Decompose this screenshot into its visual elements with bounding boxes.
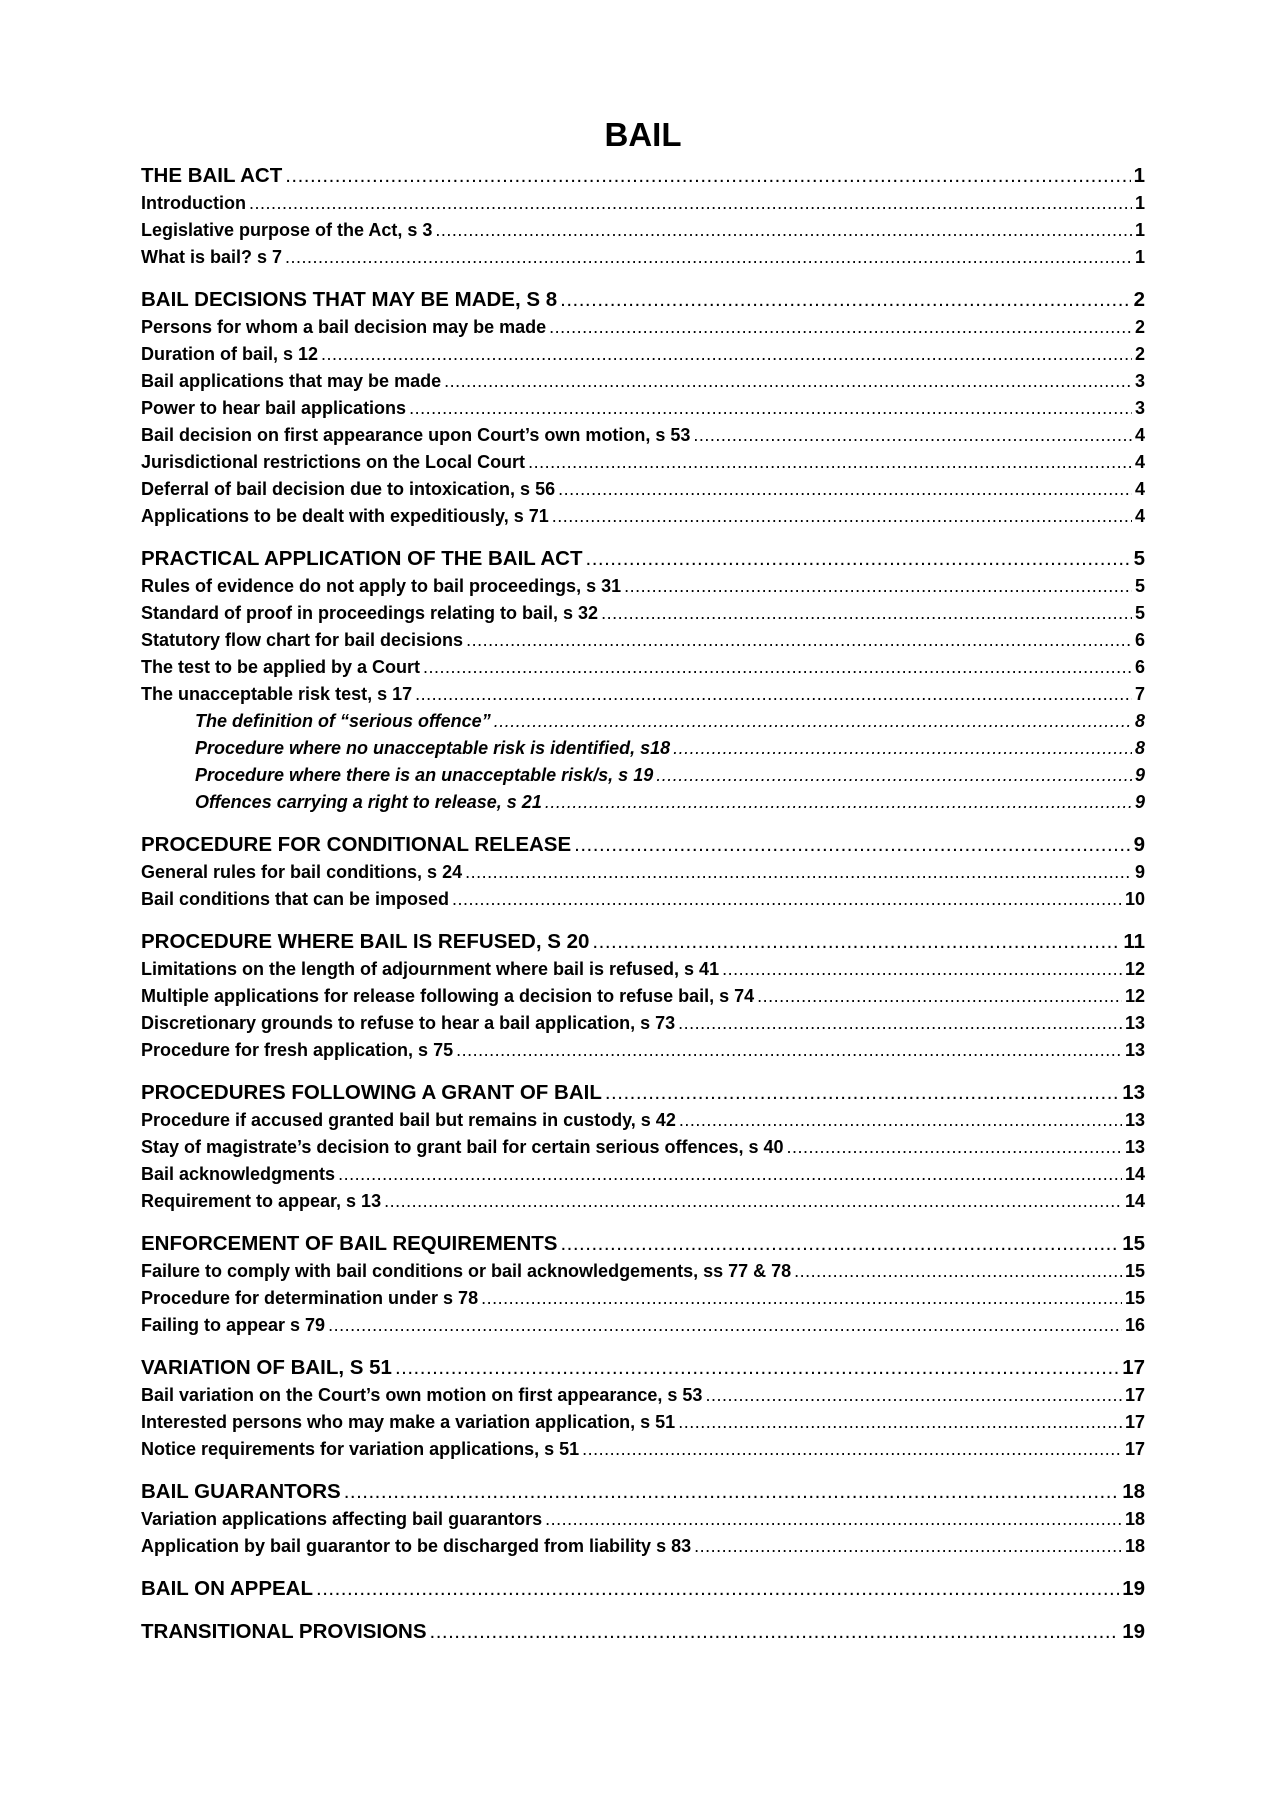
- toc-entry-title: Power to hear bail applications: [141, 398, 407, 418]
- dot-leader: [605, 1078, 1119, 1107]
- toc-section: [141, 161, 1145, 271]
- toc-section: [141, 927, 1145, 1064]
- toc-page-number: 17: [1124, 1385, 1145, 1405]
- dot-leader: [494, 708, 1132, 735]
- toc-subentry[interactable]: [141, 314, 1145, 341]
- toc-page-number: 17: [1122, 1356, 1145, 1379]
- toc-heading[interactable]: [141, 1477, 1145, 1506]
- toc-subentry[interactable]: [141, 600, 1145, 627]
- toc-page-number: 2: [1134, 344, 1145, 364]
- toc-subsubentry[interactable]: [141, 708, 1145, 735]
- toc-heading[interactable]: [141, 1574, 1145, 1603]
- toc-entry-title: Bail acknowledgments: [141, 1164, 336, 1184]
- dot-leader: [321, 341, 1132, 368]
- dot-leader: [678, 1409, 1122, 1436]
- toc-entry-title: Interested persons who may make a variation application, s 51: [141, 1412, 676, 1432]
- toc-heading[interactable]: [141, 1078, 1145, 1107]
- toc-page-number: 13: [1124, 1137, 1145, 1157]
- toc-subentry[interactable]: [141, 1134, 1145, 1161]
- toc-page-number: 1: [1133, 164, 1145, 187]
- toc-page-number: 1: [1134, 193, 1145, 213]
- toc-entry-title: Applications to be dealt with expeditiously, s 71: [141, 506, 549, 526]
- toc-entry-title: Procedure for determination under s 78: [141, 1288, 479, 1308]
- toc-entry-title: PRACTICAL APPLICATION OF THE BAIL ACT: [141, 547, 583, 570]
- toc-page-number: 9: [1133, 833, 1145, 856]
- toc-entry-title: PROCEDURE WHERE BAIL IS REFUSED, S 20: [141, 930, 590, 953]
- toc-subentry[interactable]: [141, 859, 1145, 886]
- toc-heading[interactable]: [141, 1229, 1145, 1258]
- toc-entry-title: Standard of proof in proceedings relating to bail, s 32: [141, 603, 599, 623]
- toc-subentry[interactable]: [141, 1506, 1145, 1533]
- toc-heading[interactable]: [141, 285, 1145, 314]
- toc-entry-title: The unacceptable risk test, s 17: [141, 684, 413, 704]
- toc-entry-title: The definition of “serious offence”: [195, 711, 491, 731]
- toc-page-number: 9: [1134, 765, 1145, 785]
- toc-entry-title: Offences carrying a right to release, s 21: [195, 792, 542, 812]
- toc-subentry[interactable]: [141, 983, 1145, 1010]
- dot-leader: [678, 1010, 1122, 1037]
- dot-leader: [673, 735, 1132, 762]
- toc-subentry[interactable]: [141, 1409, 1145, 1436]
- toc-page-number: 17: [1124, 1439, 1145, 1459]
- toc-page-number: 4: [1134, 452, 1145, 472]
- toc-subentry[interactable]: [141, 1436, 1145, 1463]
- toc-entry-title: BAIL GUARANTORS: [141, 1480, 341, 1503]
- toc-subsubentry[interactable]: [141, 789, 1145, 816]
- dot-leader: [423, 654, 1132, 681]
- dot-leader: [285, 161, 1130, 190]
- dot-leader: [444, 368, 1132, 395]
- toc-subentry[interactable]: [141, 654, 1145, 681]
- toc-entry-title: TRANSITIONAL PROVISIONS: [141, 1620, 427, 1643]
- toc-entry-title: BAIL ON APPEAL: [141, 1577, 313, 1600]
- toc-page-number: 16: [1124, 1315, 1145, 1335]
- toc-subentry[interactable]: [141, 886, 1145, 913]
- toc-page-number: 3: [1134, 371, 1145, 391]
- toc-entry-title: Jurisdictional restrictions on the Local Court: [141, 452, 526, 472]
- dot-leader: [456, 1037, 1122, 1064]
- toc-page-number: 17: [1124, 1412, 1145, 1432]
- dot-leader: [344, 1477, 1119, 1506]
- dot-leader: [601, 600, 1132, 627]
- dot-leader: [545, 1506, 1122, 1533]
- toc-entry-title: Variation applications affecting bail guarantors: [141, 1509, 543, 1529]
- toc-page-number: 5: [1133, 547, 1145, 570]
- toc-page-number: 13: [1122, 1081, 1145, 1104]
- dot-leader: [481, 1285, 1122, 1312]
- dot-leader: [415, 681, 1132, 708]
- toc-subentry[interactable]: [141, 1285, 1145, 1312]
- toc-page-number: 1: [1134, 247, 1145, 267]
- dot-leader: [452, 886, 1122, 913]
- toc-section: [141, 285, 1145, 530]
- toc-section: [141, 1078, 1145, 1215]
- toc-entry-title: Procedure where no unacceptable risk is identified, s18: [195, 738, 671, 758]
- toc-entry-title: Rules of evidence do not apply to bail proceedings, s 31: [141, 576, 622, 596]
- toc-subentry[interactable]: [141, 395, 1145, 422]
- toc-entry-title: Introduction: [141, 193, 246, 213]
- dot-leader: [558, 476, 1132, 503]
- toc-subentry[interactable]: [141, 449, 1145, 476]
- toc-page-number: 13: [1124, 1013, 1145, 1033]
- dot-leader: [465, 859, 1132, 886]
- toc-page-number: 18: [1124, 1536, 1145, 1556]
- toc-subentry[interactable]: [141, 1312, 1145, 1339]
- dot-leader: [592, 927, 1120, 956]
- dot-leader: [466, 627, 1132, 654]
- toc-entry-title: Procedure for fresh application, s 75: [141, 1040, 454, 1060]
- toc-entry-title: Deferral of bail decision due to intoxication, s 56: [141, 479, 556, 499]
- toc-entry-title: General rules for bail conditions, s 24: [141, 862, 463, 882]
- dot-leader: [574, 830, 1130, 859]
- toc-subentry[interactable]: [141, 573, 1145, 600]
- toc-page-number: 14: [1124, 1191, 1145, 1211]
- toc-heading[interactable]: [141, 1353, 1145, 1382]
- toc-subentry[interactable]: [141, 244, 1145, 271]
- toc-entry-title: Statutory flow chart for bail decisions: [141, 630, 464, 650]
- toc-entry-title: Bail applications that may be made: [141, 371, 442, 391]
- toc-page-number: 18: [1124, 1509, 1145, 1529]
- dot-leader: [794, 1258, 1122, 1285]
- toc-entry-title: Legislative purpose of the Act, s 3: [141, 220, 433, 240]
- dot-leader: [328, 1312, 1122, 1339]
- toc-entry-title: Procedure if accused granted bail but remains in custody, s 42: [141, 1110, 676, 1130]
- toc-heading[interactable]: [141, 544, 1145, 573]
- dot-leader: [656, 762, 1132, 789]
- dot-leader: [316, 1574, 1119, 1603]
- toc-entry-title: Bail conditions that can be imposed: [141, 889, 450, 909]
- table-of-contents: [141, 161, 1145, 1646]
- toc-entry-title: Failing to appear s 79: [141, 1315, 326, 1335]
- toc-subentry[interactable]: [141, 190, 1145, 217]
- toc-page-number: 19: [1122, 1620, 1145, 1643]
- toc-subentry[interactable]: [141, 368, 1145, 395]
- toc-subentry[interactable]: [141, 1037, 1145, 1064]
- toc-entry-title: Persons for whom a bail decision may be made: [141, 317, 547, 337]
- toc-subentry[interactable]: [141, 956, 1145, 983]
- toc-heading[interactable]: [141, 1617, 1145, 1646]
- toc-entry-title: Discretionary grounds to refuse to hear a bail application, s 73: [141, 1013, 676, 1033]
- toc-heading[interactable]: [141, 161, 1145, 190]
- toc-entry-title: Stay of magistrate’s decision to grant bail for certain serious offences, s 40: [141, 1137, 784, 1157]
- dot-leader: [586, 544, 1131, 573]
- toc-page-number: 3: [1134, 398, 1145, 418]
- toc-heading[interactable]: [141, 927, 1145, 956]
- toc-subentry[interactable]: [141, 217, 1145, 244]
- toc-entry-title: THE BAIL ACT: [141, 164, 283, 187]
- dot-leader: [549, 314, 1132, 341]
- toc-subentry[interactable]: [141, 1533, 1145, 1560]
- dot-leader: [285, 244, 1132, 271]
- toc-subsubentry[interactable]: [141, 762, 1145, 789]
- toc-subentry[interactable]: [141, 681, 1145, 708]
- toc-entry-title: Procedure where there is an unacceptable risk/s, s 19: [195, 765, 654, 785]
- toc-page-number: 6: [1134, 657, 1145, 677]
- toc-page-number: 19: [1122, 1577, 1145, 1600]
- toc-page-number: 12: [1124, 959, 1145, 979]
- toc-entry-title: PROCEDURE FOR CONDITIONAL RELEASE: [141, 833, 572, 856]
- document-title: BAIL: [604, 116, 682, 153]
- dot-leader: [757, 983, 1122, 1010]
- dot-leader: [693, 422, 1132, 449]
- dot-leader: [552, 503, 1132, 530]
- toc-subentry[interactable]: [141, 476, 1145, 503]
- toc-page-number: 6: [1134, 630, 1145, 650]
- toc-page-number: 18: [1122, 1480, 1145, 1503]
- toc-page-number: 12: [1124, 986, 1145, 1006]
- toc-page-number: 15: [1122, 1232, 1145, 1255]
- toc-entry-title: Duration of bail, s 12: [141, 344, 319, 364]
- dot-leader: [395, 1353, 1119, 1382]
- toc-entry-title: BAIL DECISIONS THAT MAY BE MADE, S 8: [141, 288, 558, 311]
- toc-entry-title: Limitations on the length of adjournment where bail is refused, s 41: [141, 959, 720, 979]
- toc-subentry[interactable]: [141, 1188, 1145, 1215]
- dot-leader: [249, 190, 1132, 217]
- toc-section: [141, 1617, 1145, 1646]
- toc-page-number: 8: [1134, 711, 1145, 731]
- dot-leader: [705, 1382, 1122, 1409]
- toc-subentry[interactable]: [141, 1382, 1145, 1409]
- toc-page-number: 15: [1124, 1261, 1145, 1281]
- toc-section: [141, 1353, 1145, 1463]
- dot-leader: [545, 789, 1132, 816]
- toc-entry-title: Notice requirements for variation applications, s 51: [141, 1439, 580, 1459]
- toc-page-number: 4: [1134, 425, 1145, 445]
- toc-subentry[interactable]: [141, 341, 1145, 368]
- toc-page-number: 11: [1123, 930, 1145, 953]
- toc-section: [141, 830, 1145, 913]
- dot-leader: [560, 1229, 1119, 1258]
- toc-page-number: 4: [1134, 479, 1145, 499]
- dot-leader: [679, 1107, 1122, 1134]
- toc-heading[interactable]: [141, 830, 1145, 859]
- dot-leader: [384, 1188, 1122, 1215]
- toc-page-number: 4: [1134, 506, 1145, 526]
- toc-subsubentry[interactable]: [141, 735, 1145, 762]
- toc-page-number: 14: [1124, 1164, 1145, 1184]
- toc-entry-title: Bail variation on the Court’s own motion on first appearance, s 53: [141, 1385, 703, 1405]
- toc-entry-title: Application by bail guarantor to be discharged from liability s 83: [141, 1536, 692, 1556]
- toc-page-number: 15: [1124, 1288, 1145, 1308]
- toc-page-number: 13: [1124, 1110, 1145, 1130]
- toc-section: [141, 1477, 1145, 1560]
- toc-page-number: 7: [1134, 684, 1145, 704]
- toc-entry-title: Multiple applications for release following a decision to refuse bail, s 74: [141, 986, 755, 1006]
- toc-subentry[interactable]: [141, 1107, 1145, 1134]
- dot-leader: [787, 1134, 1122, 1161]
- toc-page-number: 5: [1134, 603, 1145, 623]
- dot-leader: [694, 1533, 1122, 1560]
- toc-page-number: 10: [1124, 889, 1145, 909]
- toc-page-number: 5: [1134, 576, 1145, 596]
- toc-entry-title: Failure to comply with bail conditions or bail acknowledgements, ss 77 & 78: [141, 1261, 792, 1281]
- toc-page-number: 8: [1134, 738, 1145, 758]
- toc-page-number: 9: [1134, 792, 1145, 812]
- dot-leader: [338, 1161, 1122, 1188]
- toc-subentry[interactable]: [141, 1161, 1145, 1188]
- dot-leader: [430, 1617, 1120, 1646]
- toc-subentry[interactable]: [141, 1010, 1145, 1037]
- toc-subentry[interactable]: [141, 627, 1145, 654]
- toc-page-number: 2: [1134, 317, 1145, 337]
- toc-page-number: 1: [1134, 220, 1145, 240]
- toc-section: [141, 1574, 1145, 1603]
- toc-page-number: 2: [1133, 288, 1145, 311]
- toc-entry-title: VARIATION OF BAIL, S 51: [141, 1356, 392, 1379]
- dot-leader: [409, 395, 1132, 422]
- toc-subentry[interactable]: [141, 1258, 1145, 1285]
- dot-leader: [624, 573, 1132, 600]
- toc-section: [141, 544, 1145, 816]
- dot-leader: [582, 1436, 1122, 1463]
- toc-entry-title: The test to be applied by a Court: [141, 657, 421, 677]
- toc-entry-title: PROCEDURES FOLLOWING A GRANT OF BAIL: [141, 1081, 602, 1104]
- toc-page-number: 13: [1124, 1040, 1145, 1060]
- toc-entry-title: Bail decision on first appearance upon Court’s own motion, s 53: [141, 425, 691, 445]
- toc-section: [141, 1229, 1145, 1339]
- toc-entry-title: ENFORCEMENT OF BAIL REQUIREMENTS: [141, 1232, 558, 1255]
- document-page: [141, 112, 1145, 1660]
- toc-page-number: 9: [1134, 862, 1145, 882]
- dot-leader: [528, 449, 1132, 476]
- toc-entry-title: Requirement to appear, s 13: [141, 1191, 382, 1211]
- toc-subentry[interactable]: [141, 503, 1145, 530]
- dot-leader: [560, 285, 1130, 314]
- dot-leader: [435, 217, 1132, 244]
- toc-entry-title: What is bail? s 7: [141, 247, 283, 267]
- dot-leader: [722, 956, 1122, 983]
- toc-subentry[interactable]: [141, 422, 1145, 449]
